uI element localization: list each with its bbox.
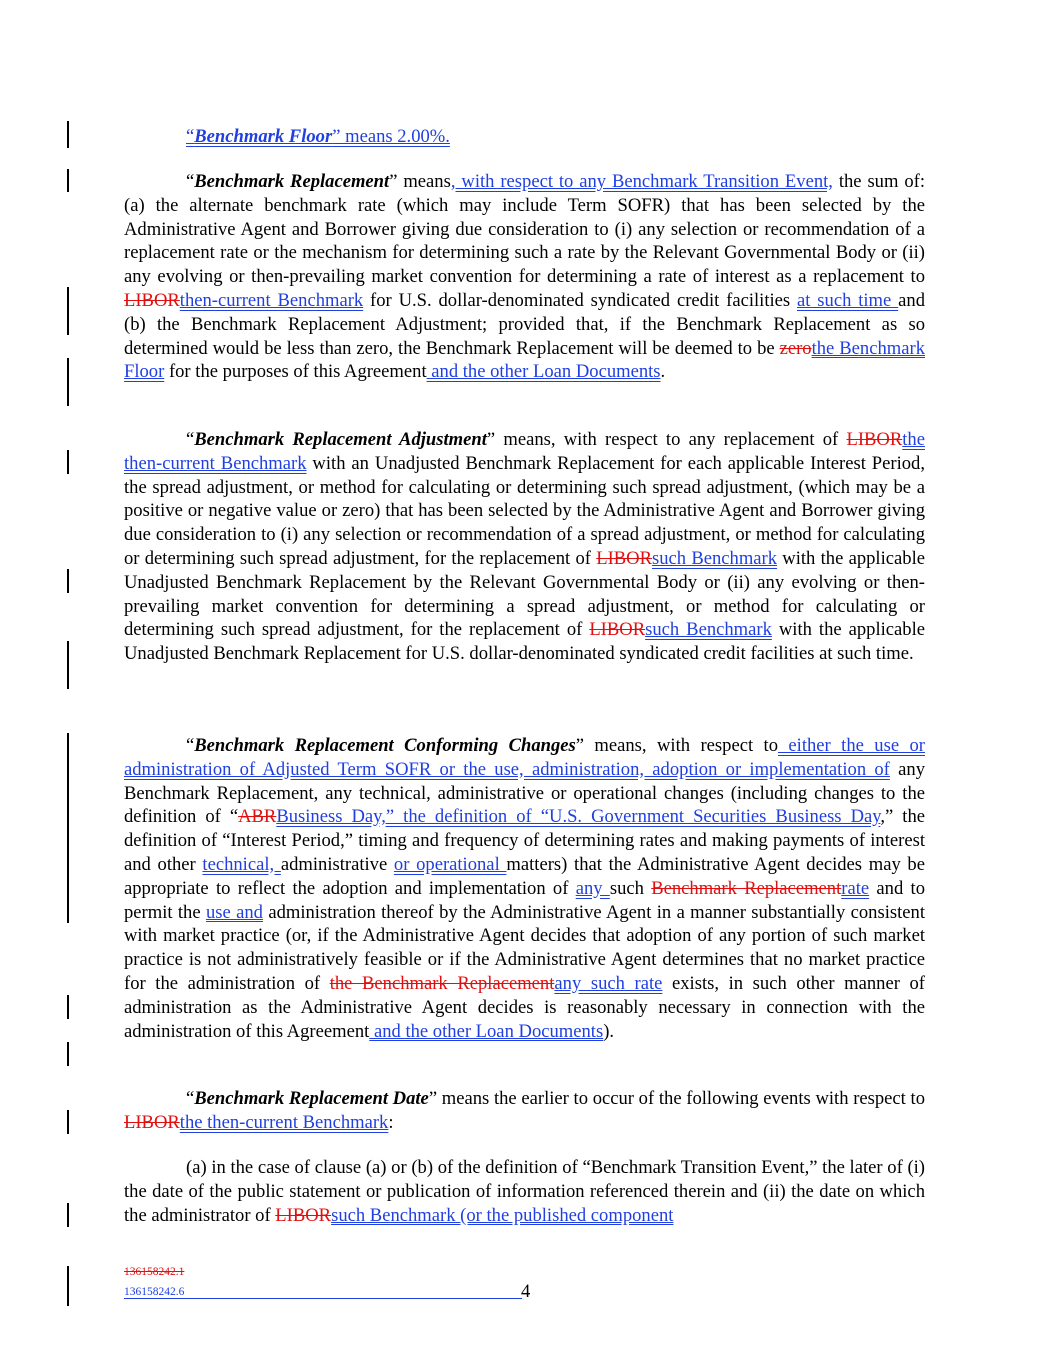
change-bar <box>67 569 69 593</box>
deleted-text: the Benchmark Replacement <box>329 972 555 994</box>
change-bar <box>67 450 69 474</box>
defined-term: Benchmark Replacement Adjustment <box>194 429 487 450</box>
definition-benchmark-floor <box>124 125 925 149</box>
inserted-text: Business Day,” the definition of “U.S. Government Securities Business Day <box>276 806 881 828</box>
clause-a-paragraph: (a) in the case of clause (a) or (b) of the definition of “Benchmark Transition Event,” the later of (i) the date of the public statement or publication of information referenced therein and (ii) the date on which the administrator of LIBORsuch Benchmark (or the published component <box>124 1157 925 1226</box>
old-document-id: 136158242.1 <box>124 1266 185 1278</box>
deleted-text: LIBOR <box>589 619 646 641</box>
defined-term: Benchmark Replacement Date <box>194 1088 429 1109</box>
definition-benchmark-replacement-conforming-changes: “Benchmark Replacement Conforming Changes” means, with respect to either the use or administration of Adjusted Term SOFR or the use, administration, adoption or implementation of any Benchmark Replacement, any technical, administrative or operational changes (including changes to the definition of “ABRBusiness Day,” the definition of “U.S. Government Securities Business Day,” the definition of “Interest Period,” timing and frequency of determining rates and making payments of interest and other technical, administrative or operational matters) that the Administrative Agent decides may be appropriate to reflect the adoption and implementation of any such Benchmark Replacementrate and to permit the use and administration thereof by the Administrative Agent in a manner substantially consistent with market practice (or, if the Administrative Agent decides that adoption of any portion of such market practice is not administratively feasible or if the Administrative Agent determines that no market practice for the administration of the Benchmark Replacementany such rate exists, in such other manner of administration as the Administrative Agent decides is reasonably necessary in connection with the administration of this Agreement and the other Loan Documents). <box>124 735 926 1042</box>
inserted-text: any <box>575 877 610 899</box>
deleted-text: LIBOR <box>275 1204 332 1226</box>
change-bar <box>67 1266 69 1306</box>
inserted-text: such Benchmark <box>652 547 778 569</box>
inserted-text: the Benchmark Floor <box>124 337 925 383</box>
inserted-text: then-current Benchmark <box>179 289 364 311</box>
new-document-id: 136158242.6 <box>124 1286 522 1299</box>
inserted-text: the then-current Benchmark <box>179 1111 389 1133</box>
change-bar <box>67 169 69 192</box>
inserted-text: and the other Loan Documents <box>369 1020 604 1042</box>
change-bar <box>67 121 69 148</box>
definition-benchmark-replacement-adjustment: “Benchmark Replacement Adjustment” means, with respect to any replacement of LIBORthe then-current Benchmark with an Unadjusted Benchmark Replacement for each applicable Interest Period, the spread adjustment, or method for calculating or determining such spread adjustment, (which may be a positive or negative value or zero) that has been selected by the Administrative Agent and Borrower giving due consideration to (i) any selection or recommendation of a spread adjustment, or method for calculating or determining such spread adjustment, for the replacement of LIBORsuch Benchmark with the applicable Unadjusted Benchmark Replacement by the Relevant Governmental Body or (ii) any evolving or then-prevailing market convention for determining a spread adjustment, or method for calculating or determining such spread adjustment, for the replacement of LIBORsuch Benchmark with the applicable Unadjusted Benchmark Replacement for U.S. dollar-denominated syndicated credit facilities at such time. <box>124 429 925 665</box>
inserted-text: use and <box>205 901 263 923</box>
deleted-text: Benchmark Replacement <box>651 877 842 899</box>
definition-benchmark-replacement-date: “Benchmark Replacement Date” means the earlier to occur of the following events with respect to LIBORthe then-current Benchmark: <box>124 1088 925 1133</box>
inserted-text: and the other Loan Documents <box>426 361 661 383</box>
deleted-text: LIBOR <box>596 547 652 569</box>
change-bar <box>67 1110 69 1134</box>
deleted-text: zero <box>779 337 812 359</box>
change-bar <box>67 995 69 1019</box>
defined-term: Benchmark Replacement <box>194 171 390 192</box>
inserted-text: either the use or administration of Adjusted Term SOFR or the use, administration, adoption or implementation of <box>124 735 925 780</box>
change-bar <box>67 641 69 689</box>
inserted-text: such Benchmark (or the published component <box>331 1204 674 1226</box>
deleted-text: LIBOR <box>846 429 903 450</box>
inserted-text: “Benchmark Floor” means 2.00%. <box>186 126 450 147</box>
deleted-text: LIBOR <box>124 1111 180 1133</box>
inserted-text: rate <box>841 877 870 899</box>
inserted-text: technical, <box>202 853 281 875</box>
change-bar <box>67 1042 69 1066</box>
inserted-text: at such time <box>797 289 899 311</box>
inserted-text: any such rate <box>554 972 663 994</box>
inserted-text: such Benchmark <box>645 619 772 641</box>
deleted-text: ABR <box>238 806 277 828</box>
change-bar <box>67 1203 69 1227</box>
inserted-text: the then-current Benchmark <box>124 429 925 474</box>
deleted-text: LIBOR <box>124 289 180 311</box>
definition-benchmark-replacement: “Benchmark Replacement” means, with respect to any Benchmark Transition Event, the sum of: (a) the alternate benchmark rate (which may include Term SOFR) that has been selected by the Administrative Agent and Borrower giving due consideration to (i) any selection or recommendation of a replacement rate or the mechanism for determining such a rate by the Relevant Governmental Body or (ii) any evolving or then-prevailing market convention for determining a rate of interest as a replacement to LIBORthen-current Benchmark for U.S. dollar-denominated syndicated credit facilities at such time and (b) the Benchmark Replacement Adjustment; provided that, if the Benchmark Replacement as so determined would be less than zero, the Benchmark Replacement will be deemed to be zerothe Benchmark Floor for the purposes of this Agreement and the other Loan Documents. <box>124 171 925 383</box>
inserted-text: or operational <box>393 853 507 875</box>
change-bar <box>67 733 69 923</box>
inserted-text: , with respect to any Benchmark Transition Event, <box>450 171 833 192</box>
defined-term: Benchmark Replacement Conforming Changes <box>194 735 576 756</box>
page-number: 4 <box>521 1281 531 1302</box>
change-bar <box>67 358 69 406</box>
change-bar <box>67 287 69 335</box>
